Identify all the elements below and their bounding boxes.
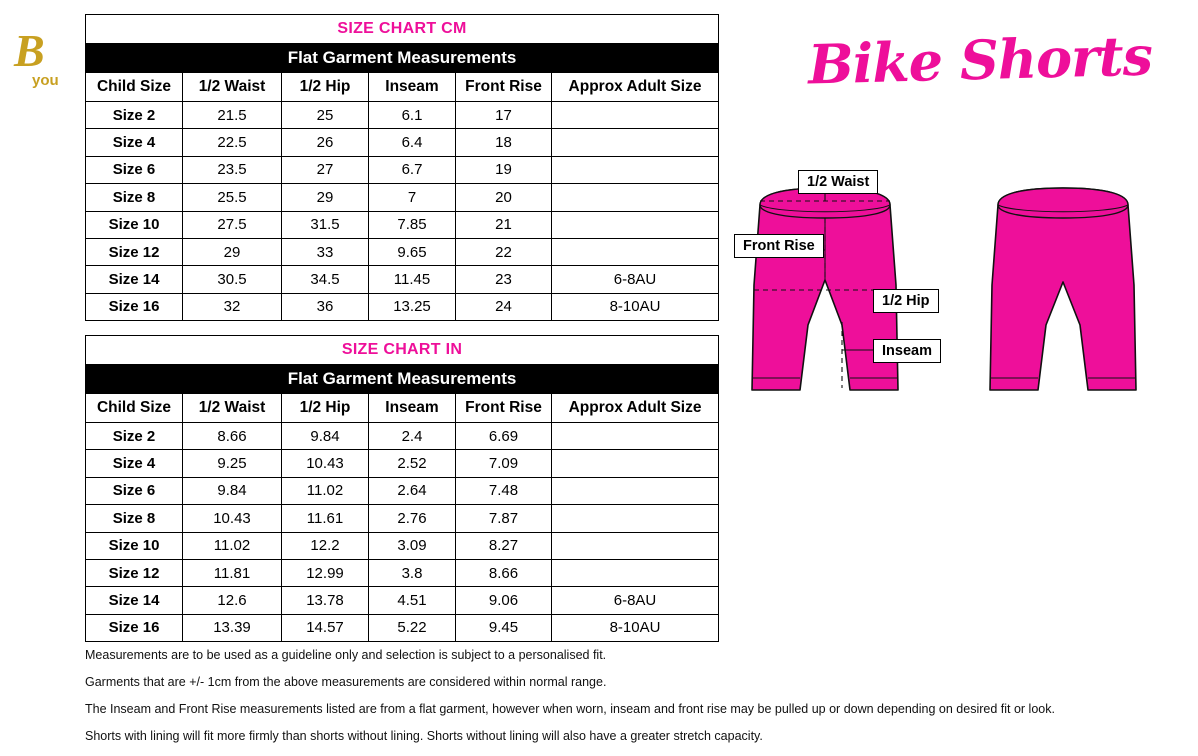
- cell-front-rise: 9.45: [456, 614, 552, 641]
- table-row: [86, 614, 719, 641]
- shorts-back-view: [990, 188, 1136, 390]
- cell-front-rise: 22: [456, 238, 552, 265]
- cell-size: Size 2: [86, 102, 183, 129]
- column-header-child-size: Child Size: [86, 73, 183, 102]
- column-header-front-rise: Front Rise: [456, 73, 552, 102]
- column-header-child-size: Child Size: [86, 394, 183, 423]
- column-header-front-rise: Front Rise: [456, 394, 552, 423]
- cell-front-rise: 6.69: [456, 423, 552, 450]
- cell-adult-size: [552, 559, 719, 586]
- cell-half-waist: 25.5: [183, 184, 282, 211]
- cell-adult-size: [552, 129, 719, 156]
- cell-half-hip: 25: [282, 102, 369, 129]
- cell-inseam: 9.65: [369, 238, 456, 265]
- cell-half-waist: 9.25: [183, 450, 282, 477]
- cell-half-hip: 33: [282, 238, 369, 265]
- callout-half-waist: 1/2 Waist: [798, 170, 878, 194]
- cell-half-hip: 9.84: [282, 423, 369, 450]
- chart-subtitle: Flat Garment Measurements: [86, 44, 719, 73]
- cell-half-waist: 32: [183, 293, 282, 320]
- table-row: [86, 156, 719, 183]
- chart-title-row: [86, 336, 719, 365]
- cell-adult-size: [552, 102, 719, 129]
- cell-half-hip: 12.99: [282, 559, 369, 586]
- cell-adult-size: 8-10AU: [552, 614, 719, 641]
- cell-inseam: 3.8: [369, 559, 456, 586]
- cell-adult-size: 6-8AU: [552, 266, 719, 293]
- logo-mark: B: [14, 25, 43, 76]
- cell-inseam: 13.25: [369, 293, 456, 320]
- cell-adult-size: [552, 477, 719, 504]
- note-line: Garments that are +/- 1cm from the above measurements are considered within normal range.: [85, 675, 607, 689]
- cell-half-hip: 27: [282, 156, 369, 183]
- cell-front-rise: 19: [456, 156, 552, 183]
- cell-size: Size 16: [86, 293, 183, 320]
- table-row: [86, 450, 719, 477]
- footer-notes: [85, 648, 1145, 756]
- callout-half-hip: 1/2 Hip: [873, 289, 939, 313]
- cell-half-hip: 26: [282, 129, 369, 156]
- column-header-half-waist: 1/2 Waist: [183, 73, 282, 102]
- cell-inseam: 2.64: [369, 477, 456, 504]
- brand-logo: [8, 25, 78, 108]
- cell-front-rise: 7.48: [456, 477, 552, 504]
- cell-half-waist: 12.6: [183, 587, 282, 614]
- cell-half-hip: 11.02: [282, 477, 369, 504]
- column-header-approx-adult-size: Approx Adult Size: [552, 394, 719, 423]
- size-chart-inches: [85, 335, 719, 642]
- cell-size: Size 2: [86, 423, 183, 450]
- cell-front-rise: 7.87: [456, 505, 552, 532]
- cell-inseam: 2.76: [369, 505, 456, 532]
- cell-half-hip: 14.57: [282, 614, 369, 641]
- note-line: The Inseam and Front Rise measurements listed are from a flat garment, however when worn, inseam and front rise may be pulled up or down depending on desired fit or look.: [85, 702, 1055, 716]
- cell-inseam: 3.09: [369, 532, 456, 559]
- table-row: [86, 129, 719, 156]
- cell-half-hip: 12.2: [282, 532, 369, 559]
- cell-half-hip: 36: [282, 293, 369, 320]
- cell-size: Size 10: [86, 211, 183, 238]
- cell-inseam: 7.85: [369, 211, 456, 238]
- cell-front-rise: 7.09: [456, 450, 552, 477]
- column-header-inseam: Inseam: [369, 73, 456, 102]
- cell-half-waist: 11.02: [183, 532, 282, 559]
- cell-half-waist: 8.66: [183, 423, 282, 450]
- table-row: [86, 211, 719, 238]
- table-row: [86, 423, 719, 450]
- table-row: [86, 477, 719, 504]
- cell-half-hip: 10.43: [282, 450, 369, 477]
- column-header-approx-adult-size: Approx Adult Size: [552, 73, 719, 102]
- chart-subtitle-row: [86, 44, 719, 73]
- note-line: Measurements are to be used as a guideline only and selection is subject to a personalised fit.: [85, 648, 607, 662]
- cell-front-rise: 8.27: [456, 532, 552, 559]
- cell-adult-size: 6-8AU: [552, 587, 719, 614]
- cell-front-rise: 17: [456, 102, 552, 129]
- cell-inseam: 11.45: [369, 266, 456, 293]
- cell-size: Size 14: [86, 266, 183, 293]
- cell-front-rise: 20: [456, 184, 552, 211]
- cell-inseam: 6.4: [369, 129, 456, 156]
- column-header-half-hip: 1/2 Hip: [282, 73, 369, 102]
- cell-front-rise: 21: [456, 211, 552, 238]
- chart-subtitle-row: [86, 365, 719, 394]
- cell-size: Size 4: [86, 129, 183, 156]
- cell-front-rise: 9.06: [456, 587, 552, 614]
- table-header-row: [86, 73, 719, 102]
- cell-half-hip: 11.61: [282, 505, 369, 532]
- garment-diagram: [730, 150, 1190, 450]
- cell-size: Size 12: [86, 238, 183, 265]
- chart-title: SIZE CHART IN: [86, 336, 719, 365]
- cell-size: Size 8: [86, 505, 183, 532]
- cell-half-waist: 30.5: [183, 266, 282, 293]
- cell-size: Size 16: [86, 614, 183, 641]
- cell-front-rise: 24: [456, 293, 552, 320]
- cell-adult-size: [552, 532, 719, 559]
- table-row: [86, 293, 719, 320]
- callout-inseam: Inseam: [873, 339, 941, 363]
- cell-size: Size 12: [86, 559, 183, 586]
- cell-half-waist: 29: [183, 238, 282, 265]
- cell-inseam: 2.4: [369, 423, 456, 450]
- chart-subtitle: Flat Garment Measurements: [86, 365, 719, 394]
- size-chart-cm: [85, 14, 719, 321]
- table-row: [86, 184, 719, 211]
- cell-inseam: 6.7: [369, 156, 456, 183]
- cell-adult-size: [552, 184, 719, 211]
- table-row: [86, 532, 719, 559]
- note-line: Shorts with lining will fit more firmly than shorts without lining. Shorts without lining will also have a greater stretch capacity.: [85, 729, 763, 743]
- cell-inseam: 5.22: [369, 614, 456, 641]
- cell-size: Size 4: [86, 450, 183, 477]
- chart-title: SIZE CHART CM: [86, 15, 719, 44]
- cell-half-waist: 21.5: [183, 102, 282, 129]
- cell-half-waist: 9.84: [183, 477, 282, 504]
- cell-half-waist: 13.39: [183, 614, 282, 641]
- cell-front-rise: 23: [456, 266, 552, 293]
- cell-half-hip: 31.5: [282, 211, 369, 238]
- shorts-illustration: [730, 150, 1190, 450]
- cell-adult-size: [552, 423, 719, 450]
- cell-half-waist: 11.81: [183, 559, 282, 586]
- cell-adult-size: 8-10AU: [552, 293, 719, 320]
- cell-half-hip: 29: [282, 184, 369, 211]
- cell-half-hip: 13.78: [282, 587, 369, 614]
- cell-inseam: 2.52: [369, 450, 456, 477]
- cell-half-hip: 34.5: [282, 266, 369, 293]
- cell-adult-size: [552, 156, 719, 183]
- cell-half-waist: 22.5: [183, 129, 282, 156]
- callout-front-rise: Front Rise: [734, 234, 824, 258]
- cell-size: Size 14: [86, 587, 183, 614]
- column-header-half-waist: 1/2 Waist: [183, 394, 282, 423]
- cell-front-rise: 18: [456, 129, 552, 156]
- table-row: [86, 102, 719, 129]
- cell-half-waist: 27.5: [183, 211, 282, 238]
- cell-size: Size 8: [86, 184, 183, 211]
- cell-size: Size 6: [86, 477, 183, 504]
- logo-wordmark: you: [32, 72, 59, 89]
- cell-inseam: 7: [369, 184, 456, 211]
- table-row: [86, 587, 719, 614]
- table-row: [86, 505, 719, 532]
- column-header-inseam: Inseam: [369, 394, 456, 423]
- cell-adult-size: [552, 238, 719, 265]
- table-header-row: [86, 394, 719, 423]
- cell-half-waist: 23.5: [183, 156, 282, 183]
- cell-inseam: 6.1: [369, 102, 456, 129]
- table-row: [86, 266, 719, 293]
- table-row: [86, 238, 719, 265]
- cell-adult-size: [552, 505, 719, 532]
- cell-adult-size: [552, 211, 719, 238]
- cell-adult-size: [552, 450, 719, 477]
- cell-inseam: 4.51: [369, 587, 456, 614]
- table-row: [86, 559, 719, 586]
- cell-half-waist: 10.43: [183, 505, 282, 532]
- column-header-half-hip: 1/2 Hip: [282, 394, 369, 423]
- chart-title-row: [86, 15, 719, 44]
- page-title: Bike Shorts: [807, 23, 1153, 97]
- cell-size: Size 6: [86, 156, 183, 183]
- cell-front-rise: 8.66: [456, 559, 552, 586]
- cell-size: Size 10: [86, 532, 183, 559]
